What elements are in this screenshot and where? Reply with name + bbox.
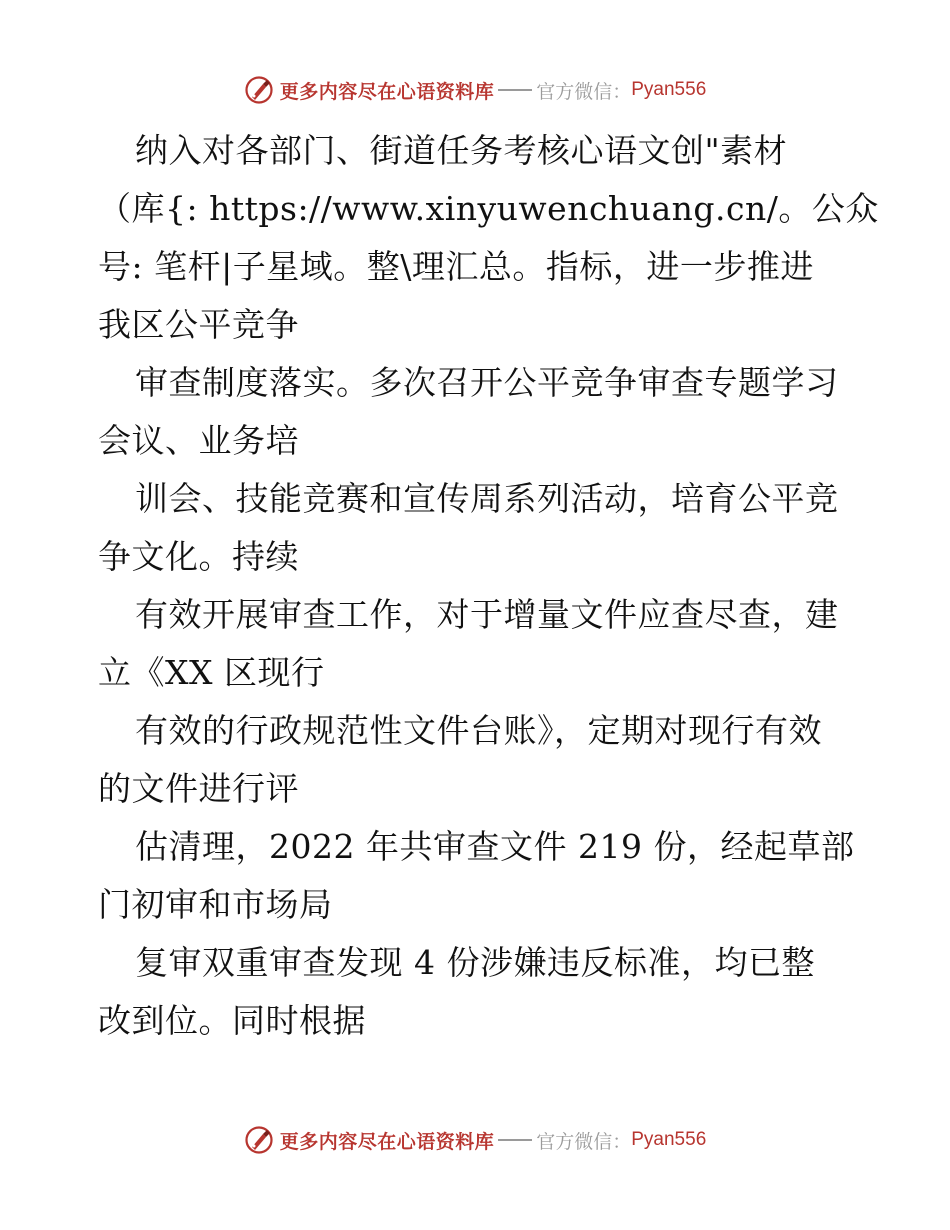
banner-title: 更多内容尽在心语资料库 bbox=[279, 1130, 495, 1153]
paragraph-line: 立《XX 区现行 bbox=[98, 653, 325, 692]
paragraph-line: 我区公平竞争 bbox=[98, 305, 299, 344]
banner-title: 更多内容尽在心语资料库 bbox=[279, 80, 495, 103]
paragraph-line: 会议、业务培 bbox=[98, 421, 299, 460]
document-body bbox=[98, 122, 879, 1050]
pen-logo-icon bbox=[244, 75, 274, 105]
paragraph-line: 门初审和市场局 bbox=[98, 885, 333, 924]
banner-wechat-id: Pyan556 bbox=[631, 79, 707, 100]
paragraph-line: 争文化。持续 bbox=[98, 537, 299, 576]
banner-wechat-id: Pyan556 bbox=[631, 1129, 707, 1150]
paragraph-line: 号: 笔杆|子星域。整\理汇总。指标，进一步推进 bbox=[98, 247, 814, 286]
paragraph-line: 复审双重审查发现 4 份涉嫌违反标准，均已整 bbox=[135, 943, 815, 982]
paragraph-line: 的文件进行评 bbox=[98, 769, 299, 808]
header-banner bbox=[0, 73, 950, 107]
pen-logo-icon bbox=[244, 1125, 274, 1155]
paragraph-line: 估清理，2022 年共审查文件 219 份，经起草部 bbox=[135, 827, 855, 866]
paragraph-line: 纳入对各部门、街道任务考核心语文创"素材 bbox=[135, 131, 788, 170]
paragraph-line: 有效开展审查工作，对于增量文件应查尽查，建 bbox=[135, 595, 839, 634]
banner-wechat-label: 官方微信： bbox=[536, 1130, 632, 1153]
paragraph-line: 改到位。同时根据 bbox=[98, 1001, 366, 1040]
banner-wechat-label: 官方微信： bbox=[536, 80, 632, 103]
banner-dash bbox=[498, 89, 532, 91]
paragraph-line: 审查制度落实。多次召开公平竞争审查专题学习 bbox=[135, 363, 839, 402]
paragraph-line: （库{: https://www.xinyuwenchuang.cn/。公众 bbox=[98, 189, 879, 228]
banner-dash bbox=[498, 1139, 532, 1141]
footer-banner bbox=[0, 1123, 950, 1157]
paragraph-line: 训会、技能竞赛和宣传周系列活动，培育公平竞 bbox=[135, 479, 839, 518]
paragraph-line: 有效的行政规范性文件台账》，定期对现行有效 bbox=[135, 711, 822, 750]
